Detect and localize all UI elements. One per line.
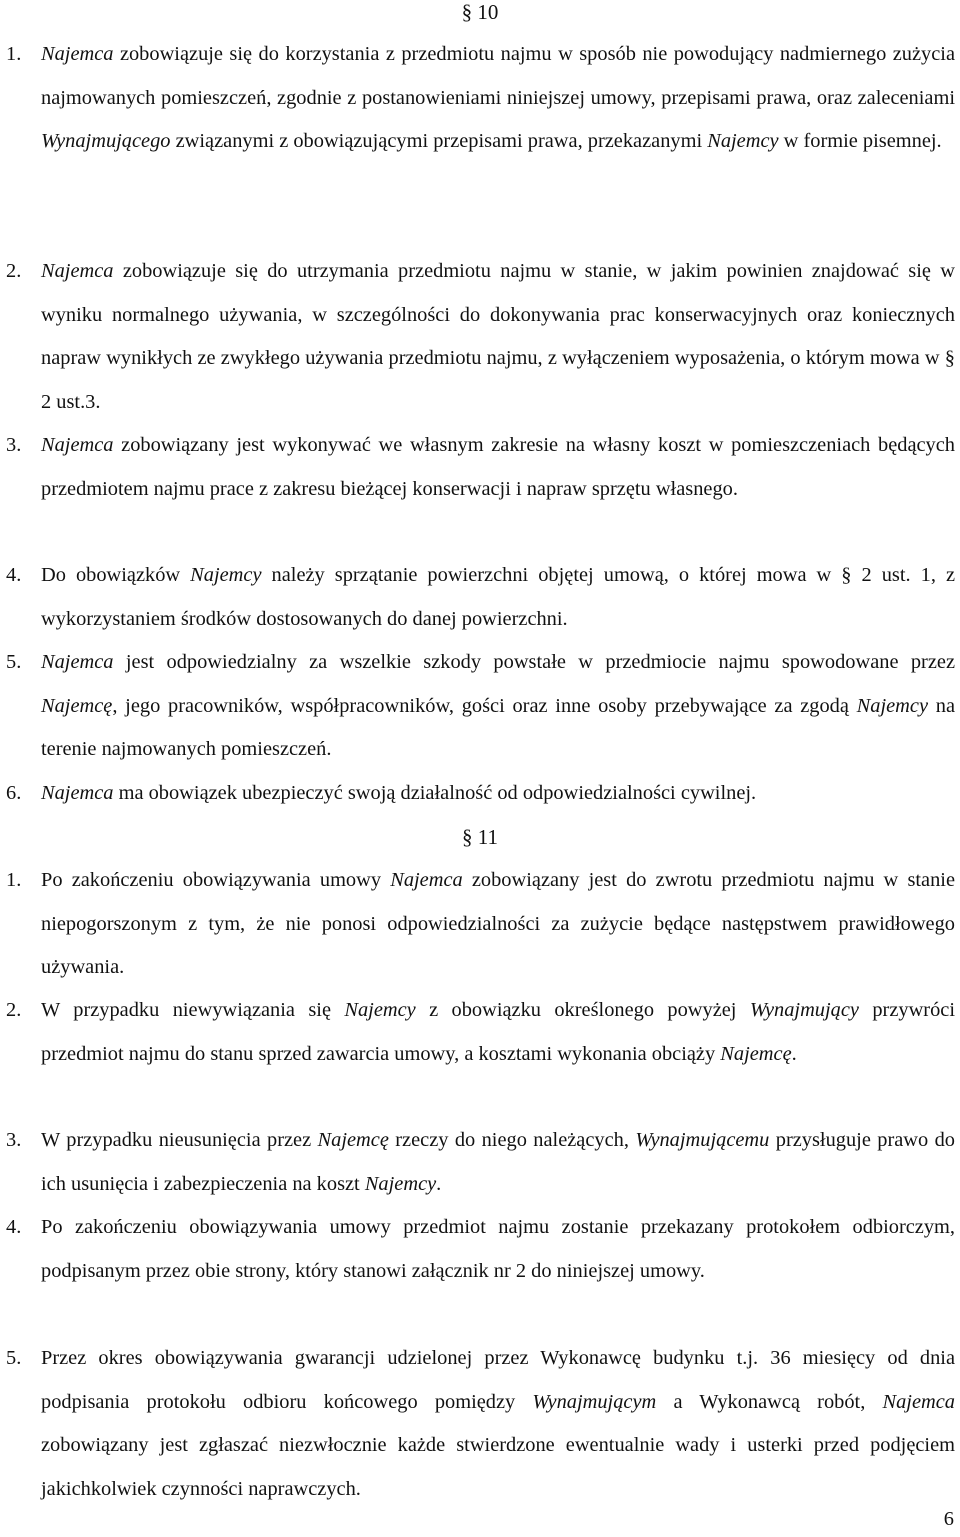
- party-name-italic: Najemca: [41, 43, 114, 65]
- text-run: przysługuje prawo do ich usunięcia i zabezpieczenia na koszt: [41, 1129, 955, 1195]
- party-name-italic: Najemcy: [190, 564, 262, 586]
- clause-text: [41, 1337, 955, 1511]
- clause-number: 2.: [6, 999, 22, 1021]
- clause-number: 5.: [6, 1347, 22, 1369]
- clause-text: [41, 989, 955, 1076]
- page-number: 6: [943, 1508, 954, 1530]
- clause-text: [41, 424, 955, 511]
- clause-number: 1.: [6, 869, 22, 891]
- party-name-italic: Najemcy: [707, 130, 779, 152]
- party-name-italic: Najemca: [41, 260, 114, 282]
- text-run: W przypadku niewywiązania się: [41, 999, 345, 1021]
- clause-number: 3.: [6, 434, 22, 456]
- party-name-italic: Najemcę: [41, 694, 113, 717]
- clause-number: 5.: [6, 651, 22, 673]
- section-11-heading: § 11: [462, 825, 498, 849]
- text-run: Po zakończeniu obowiązywania umowy przedmiot najmu zostanie przekazany protokołem odbiorczym, podpisanym przez obie strony, który stanowi załącznik nr 2 do niniejszej umowy.: [41, 1216, 955, 1282]
- party-name-italic: Najemcy: [344, 999, 416, 1021]
- clause-text: [41, 641, 955, 772]
- clause-number: 6.: [6, 782, 22, 804]
- text-run: zobowiązany jest wykonywać we własnym zakresie na własny koszt w pomieszczeniach będących przedmiotem najmu prace z zakresu bieżącej konserwacji i napraw sprzętu własnego.: [41, 434, 955, 500]
- text-run: zobowiązany jest zgłaszać niezwłocznie każde stwierdzone ewentualnie wady i usterki przed podjęciem jakichkolwiek czynności naprawczych.: [41, 1434, 955, 1500]
- clause-text: [41, 859, 955, 990]
- party-name-italic: Najemca: [390, 869, 463, 891]
- text-run: z obowiązku określonego powyżej: [415, 999, 750, 1021]
- text-run: Do obowiązków: [41, 564, 191, 586]
- clause-number: 2.: [6, 260, 22, 282]
- clause-text: [41, 33, 955, 164]
- text-run: na terenie najmowanych pomieszczeń.: [41, 694, 955, 760]
- party-name-italic: Najemcę: [317, 1129, 389, 1151]
- text-run: ma obowiązek ubezpieczyć swoją działalność od odpowiedzialności cywilnej.: [113, 782, 757, 804]
- party-name-italic: Najemca: [41, 651, 114, 673]
- clause-number: 3.: [6, 1129, 22, 1151]
- party-name-italic: Najemcy: [856, 694, 929, 717]
- text-run: , jego pracowników, współpracowników, gości oraz inne osoby przebywające za zgodą: [112, 694, 857, 717]
- text-run: rzeczy do niego należących,: [388, 1129, 636, 1151]
- text-run: a Wykonawcą robót,: [656, 1390, 883, 1413]
- text-run: W przypadku nieusunięcia przez: [41, 1129, 318, 1151]
- clause-text: [41, 250, 955, 424]
- party-name-italic: Wynajmującym: [532, 1390, 657, 1413]
- party-name-italic: Najemca: [41, 434, 114, 456]
- text-run: przywróci przedmiot najmu do stanu sprzed zawarcia umowy, a kosztami wykonania obciąży: [41, 999, 956, 1065]
- clause-text: [41, 554, 955, 641]
- text-run: zobowiązuje się do utrzymania przedmiotu najmu w stanie, w jakim powinien znajdować się w wyniku normalnego używania, w szczególności do dokonywania prac konserwacyjnych oraz koniecznych napraw wynikłych ze zwykłego używania przedmiotu najmu, z wyłączeniem wyposażenia, o którym mowa w § 2 ust.3.: [41, 260, 955, 413]
- section-10-heading: § 10: [461, 0, 499, 24]
- text-run: w formie pisemnej.: [778, 130, 942, 152]
- party-name-italic: Najemca: [882, 1390, 955, 1413]
- clause-number: 4.: [6, 1216, 22, 1238]
- clause-number: 1.: [6, 43, 22, 65]
- party-name-italic: Wynajmujący: [749, 999, 859, 1021]
- clause-text: [41, 1206, 955, 1293]
- text-run: zobowiązuje się do korzystania z przedmiotu najmu w sposób nie powodujący nadmiernego zużycia najmowanych pomieszczeń, zgodnie z postanowieniami niniejszej umowy, przepisami prawa, oraz zaleceniami: [41, 43, 955, 109]
- text-run: należy sprzątanie powierzchni objętej umową, o której mowa w § 2 ust. 1, z wykorzystaniem środków dostosowanych do danej powierzchni.: [41, 564, 956, 630]
- party-name-italic: Najemcy: [364, 1172, 437, 1195]
- text-run: .: [436, 1172, 442, 1195]
- clause-number: 4.: [6, 564, 22, 586]
- party-name-italic: Najemca: [41, 782, 114, 804]
- clause-text: [41, 1119, 955, 1206]
- text-run: zobowiązany jest do zwrotu przedmiotu najmu w stanie niepogorszonym z tym, że nie ponosi odpowiedzialności za zużycie będące następstwem prawidłowego używania.: [41, 869, 956, 978]
- clause-text: [41, 772, 955, 816]
- text-run: związanymi z obowiązującymi przepisami prawa, przekazanymi: [170, 130, 708, 152]
- text-run: Po zakończeniu obowiązywania umowy: [41, 869, 391, 891]
- text-run: Przez okres obowiązywania gwarancji udzielonej przez Wykonawcę budynku t.j. 36 miesięcy od dnia podpisania protokołu odbioru końcowego pomiędzy: [41, 1347, 955, 1413]
- text-run: jest odpowiedzialny za wszelkie szkody powstałe w przedmiocie najmu spowodowane przez: [113, 651, 955, 673]
- party-name-italic: Najemcę: [720, 1042, 792, 1065]
- party-name-italic: Wynajmującego: [41, 130, 171, 152]
- text-run: .: [791, 1042, 797, 1065]
- party-name-italic: Wynajmującemu: [635, 1129, 770, 1151]
